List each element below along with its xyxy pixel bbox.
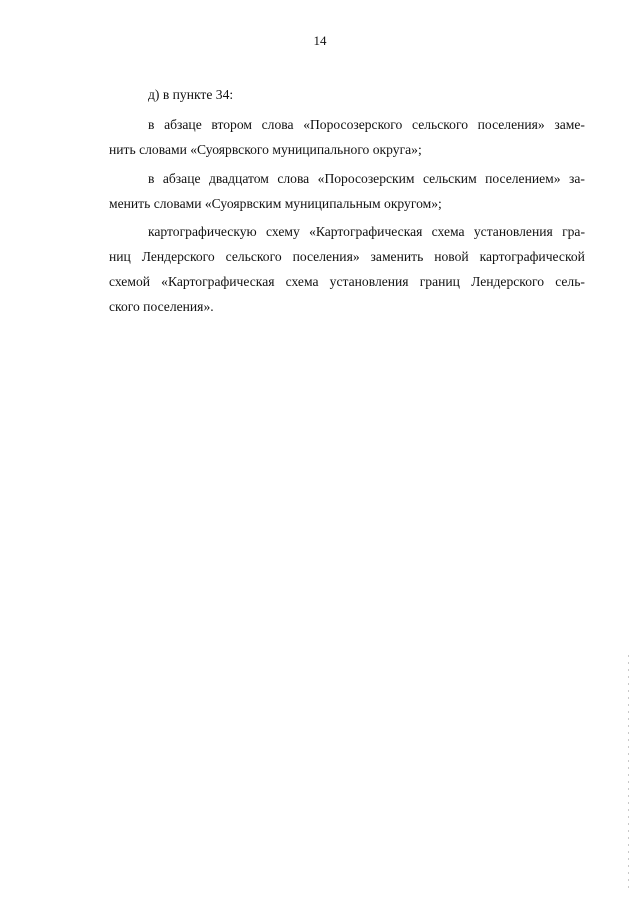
word: абзаце: [164, 117, 202, 132]
word: картографической: [479, 249, 585, 264]
word: схемой: [109, 274, 151, 289]
paragraph-3-line-2: [109, 250, 585, 264]
paragraph-1-line-2: нить словами «Суоярвского муниципального округа»;: [109, 142, 422, 157]
word: схема: [285, 274, 319, 289]
word: «Поросозерского: [303, 117, 403, 132]
subpoint-heading: д) в пункте 34:: [148, 87, 234, 102]
word: поселением»: [485, 171, 561, 186]
word: заменить: [370, 249, 424, 264]
paragraph-2-line-1: [148, 172, 585, 186]
word: за-: [568, 171, 585, 186]
word: Лендерского: [471, 274, 545, 289]
word: заме-: [554, 117, 585, 132]
word: двадцатом: [208, 171, 269, 186]
word: абзаце: [162, 171, 201, 186]
word: картографическую: [148, 224, 257, 239]
word: слова: [277, 171, 310, 186]
word: новой: [434, 249, 469, 264]
paragraph-3-line-3: [109, 275, 585, 289]
scan-edge-artifact: [628, 655, 629, 890]
word: схема: [431, 224, 465, 239]
word: «Картографическая: [161, 274, 275, 289]
word: в: [148, 117, 155, 132]
page-number: 14: [313, 33, 327, 48]
word: Лендерского: [141, 249, 215, 264]
word: сель-: [555, 274, 585, 289]
word: поселения»: [292, 249, 360, 264]
word: сельского: [225, 249, 282, 264]
paragraph-3-line-4: ского поселения».: [109, 299, 214, 314]
word: «Поросозерским: [317, 171, 415, 186]
word: схему: [266, 224, 300, 239]
paragraph-2-line-2: менить словами «Суоярвским муниципальным округом»;: [109, 196, 442, 211]
word: сельским: [422, 171, 477, 186]
word: границ: [419, 274, 460, 289]
word: слова: [261, 117, 294, 132]
word: ниц: [109, 249, 131, 264]
word: в: [148, 171, 155, 186]
word: гра-: [562, 224, 585, 239]
word: «Картографическая: [309, 224, 423, 239]
paragraph-3-line-1: [148, 225, 585, 239]
word: втором: [211, 117, 252, 132]
word: установления: [473, 224, 553, 239]
word: установления: [329, 274, 409, 289]
word: поселения»: [477, 117, 545, 132]
word: сельского: [412, 117, 468, 132]
paragraph-1-line-1: [148, 118, 585, 132]
